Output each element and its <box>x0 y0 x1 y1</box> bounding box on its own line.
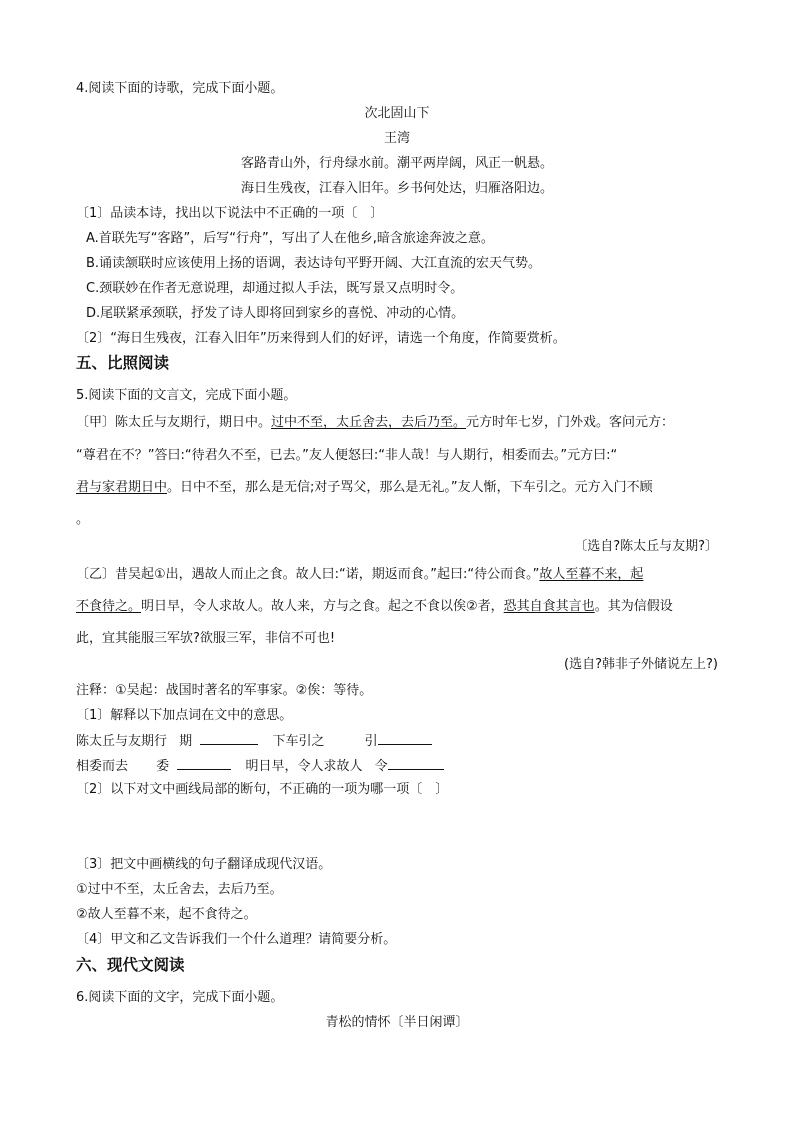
underlined-phrase-2: 恐其自食其言也 <box>503 599 595 614</box>
jia-text: 〔甲〕陈太丘与友期行，期日中。 <box>76 415 272 430</box>
word-target: 令 <box>374 759 388 774</box>
answer-blank[interactable] <box>200 732 258 745</box>
article-title: 青松的情怀〔半日闲谭〕 <box>325 1015 469 1030</box>
q4-sub1: 〔1〕品读本诗，找出以下说法中不正确的一项〔 〕 <box>76 206 384 221</box>
q5-sub3: 〔3〕把文中画横线的句子翻译成现代汉语。 <box>76 857 332 872</box>
poem-line-2: 海日生残夜，江春入旧年。乡书何处达，归雁洛阳边。 <box>240 181 553 196</box>
annotation-note: 注释：①吴起：战国时著名的军事家。②俟：等待。 <box>76 683 373 698</box>
jia-text: 。日中不至，那么是无信;对子骂父，那么是无礼。”友人惭，下车引之。元方入门不顾 <box>167 480 653 495</box>
yi-text: 。其为信假设 <box>594 599 673 614</box>
jia-line-4: 。 <box>76 512 90 527</box>
jia-line-2: “尊君在不？”答曰:“待君久不至，已去。”友人便怒曰:“非人哉！与人期行，相委而去。”元方曰:“ <box>76 448 618 463</box>
jia-text: 元方时年七岁，门外戏。客问元方： <box>466 415 675 430</box>
jia-source: 〔选自?陈太丘与友期?〕 <box>574 539 718 554</box>
translate-sentence-2: ②故人至暮不来，起不食待之。 <box>76 907 257 922</box>
q5-intro: 5.阅读下面的文言文，完成下面小题。 <box>76 388 297 403</box>
section5-heading: 五、比照阅读 <box>76 354 170 372</box>
poem-author: 王湾 <box>383 131 410 146</box>
poem-line-1: 客路青山外，行舟绿水前。潮平两岸阔，风正一帆悬。 <box>240 156 553 171</box>
poem-title: 次北固山下 <box>364 106 430 121</box>
word-context: 明日早，令人求故人 <box>245 759 363 774</box>
q4-option-c: C.颈联妙在作者无意说理，却通过拟人手法，既写景又点明时令。 <box>86 281 464 296</box>
word-context: 相委而去 <box>76 759 129 774</box>
yi-text: 〔乙〕昔吴起①出，遇故人而止之食。故人曰:“诺，期返而食。”起曰:“待公而食。” <box>76 567 540 582</box>
underlined-phrase: 君与家君期日中 <box>76 480 168 495</box>
q4-intro: 4.阅读下面的诗歌，完成下面小题。 <box>76 81 284 96</box>
q5-sub1: 〔1〕解释以下加点词在文中的意思。 <box>76 708 293 723</box>
yi-line-2 <box>76 598 718 616</box>
yi-line-1 <box>76 566 718 584</box>
q6-intro: 6.阅读下面的文字，完成下面小题。 <box>76 990 284 1005</box>
yi-line-3: 此，宜其能服三军欤?欲服三军，非信不可也! <box>76 631 336 646</box>
section6-heading: 六、现代文阅读 <box>76 956 185 974</box>
word-row-1 <box>76 732 718 751</box>
underlined-sentence-1: 过中不至，太丘舍去，去后乃至。 <box>271 415 467 430</box>
word-target: 期 <box>179 734 193 749</box>
word-context: 陈太丘与友期行 <box>76 734 168 749</box>
word-context: 下车引之 <box>272 734 325 749</box>
q4-option-d: D.尾联紧承颈联，抒发了诗人即将回到家乡的喜悦、冲动的心情。 <box>86 306 465 321</box>
word-row-2 <box>76 757 718 776</box>
answer-blank[interactable] <box>378 732 432 745</box>
jia-line-1 <box>76 414 718 432</box>
word-target: 引 <box>364 734 378 749</box>
q4-option-a: A.首联先写“客路”，后写“行舟”，写出了人在他乡,暗含旅途奔波之意。 <box>86 231 494 246</box>
jia-line-3 <box>76 479 718 497</box>
yi-text: 明日早，令人求故人。故人来，方与之食。起之不食以俟②者， <box>141 599 504 614</box>
yi-source: (选自?韩非子外储说左上?) <box>564 657 718 672</box>
underlined-sentence-2-end: 不食待之。 <box>76 599 142 614</box>
answer-blank[interactable] <box>177 757 231 770</box>
q5-sub2: 〔2〕以下对文中画线局部的断句，不正确的一项为哪一项〔 〕 <box>76 782 449 797</box>
q4-sub2: 〔2〕“海日生残夜，江春入旧年”历来得到人们的好评，请选一个角度，作简要赏析。 <box>76 331 566 346</box>
underlined-sentence-2: 故人至暮不来，起 <box>539 567 644 582</box>
answer-blank[interactable] <box>388 757 444 770</box>
q5-sub4: 〔4〕甲文和乙文告诉我们一个什么道理？请简要分析。 <box>76 932 397 947</box>
word-target: 委 <box>156 759 170 774</box>
q4-option-b: B.诵读颔联时应该使用上扬的语调，表达诗句平野开阔、大江直流的宏天气势。 <box>86 256 542 271</box>
translate-sentence-1: ①过中不至，太丘舍去，去后乃至。 <box>76 882 283 897</box>
